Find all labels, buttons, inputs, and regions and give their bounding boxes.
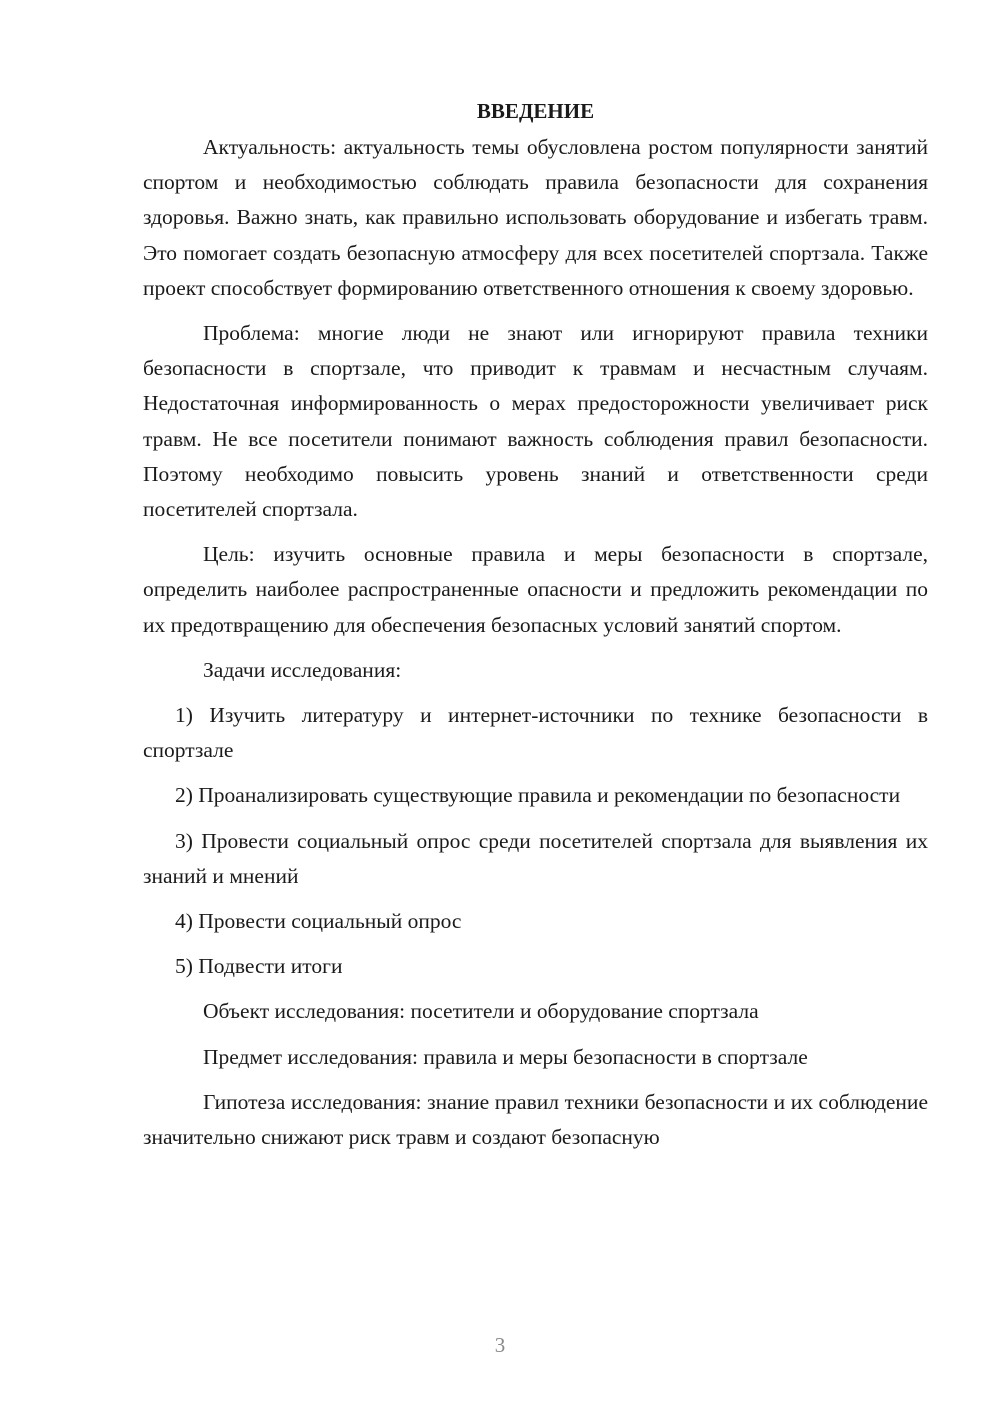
task-item-2: 2) Проанализировать существующие правила и рекомендации по безопасности <box>175 783 901 808</box>
tasks-heading: Задачи исследования: <box>203 657 402 682</box>
task-item-1: 1) Изучить литературу и интернет-источники по технике безопасности в спортзале <box>143 703 928 763</box>
page-number: 3 <box>494 1333 506 1357</box>
paragraph-subject: Предмет исследования: правила и меры безопасности в спортзале <box>203 1044 808 1069</box>
task-item-5: 5) Подвести итоги <box>175 954 343 979</box>
paragraph-hypothesis: Гипотеза исследования: знание правил техники безопасности и их соблюдение значительно снижают риск травм и создают безопасную <box>143 1089 928 1150</box>
paragraph-problem: Проблема: многие люди не знают или игнорируют правила техники безопасности в спортзале, что приводит к травмам и несчастным случаям. Недостаточная информированность о мерах предосторожности увеличивает риск травм. Не все посетители понимают важность соблюдения правил безопасности. Поэтому необходимо повысить уровень знаний и ответственности среди посетителей спортзала. <box>143 321 928 522</box>
paragraph-goal: Цель: изучить основные правила и меры безопасности в спортзале, определить наиболее распространенные опасности и предложить рекомендации по их предотвращению для обеспечения безопасных условий занятий спортом. <box>143 542 928 637</box>
document-page <box>143 96 928 1155</box>
paragraph-relevance: Актуальность: актуальность темы обусловлена ростом популярности занятий спортом и необходимостью соблюдать правила безопасности для сохранения здоровья. Важно знать, как правильно использовать оборудование и избегать травм. Это помогает создать безопасную атмосферу для всех посетителей спортзала. Также проект способствует формированию ответственного отношения к своему здоровью. <box>143 135 928 300</box>
task-item-3: 3) Провести социальный опрос среди посетителей спортзала для выявления их знаний и мнений <box>143 828 928 888</box>
task-item-4: 4) Провести социальный опрос <box>175 909 462 934</box>
paragraph-object: Объект исследования: посетители и оборудование спортзала <box>203 999 759 1024</box>
section-title: ВВЕДЕНИЕ <box>476 99 595 123</box>
